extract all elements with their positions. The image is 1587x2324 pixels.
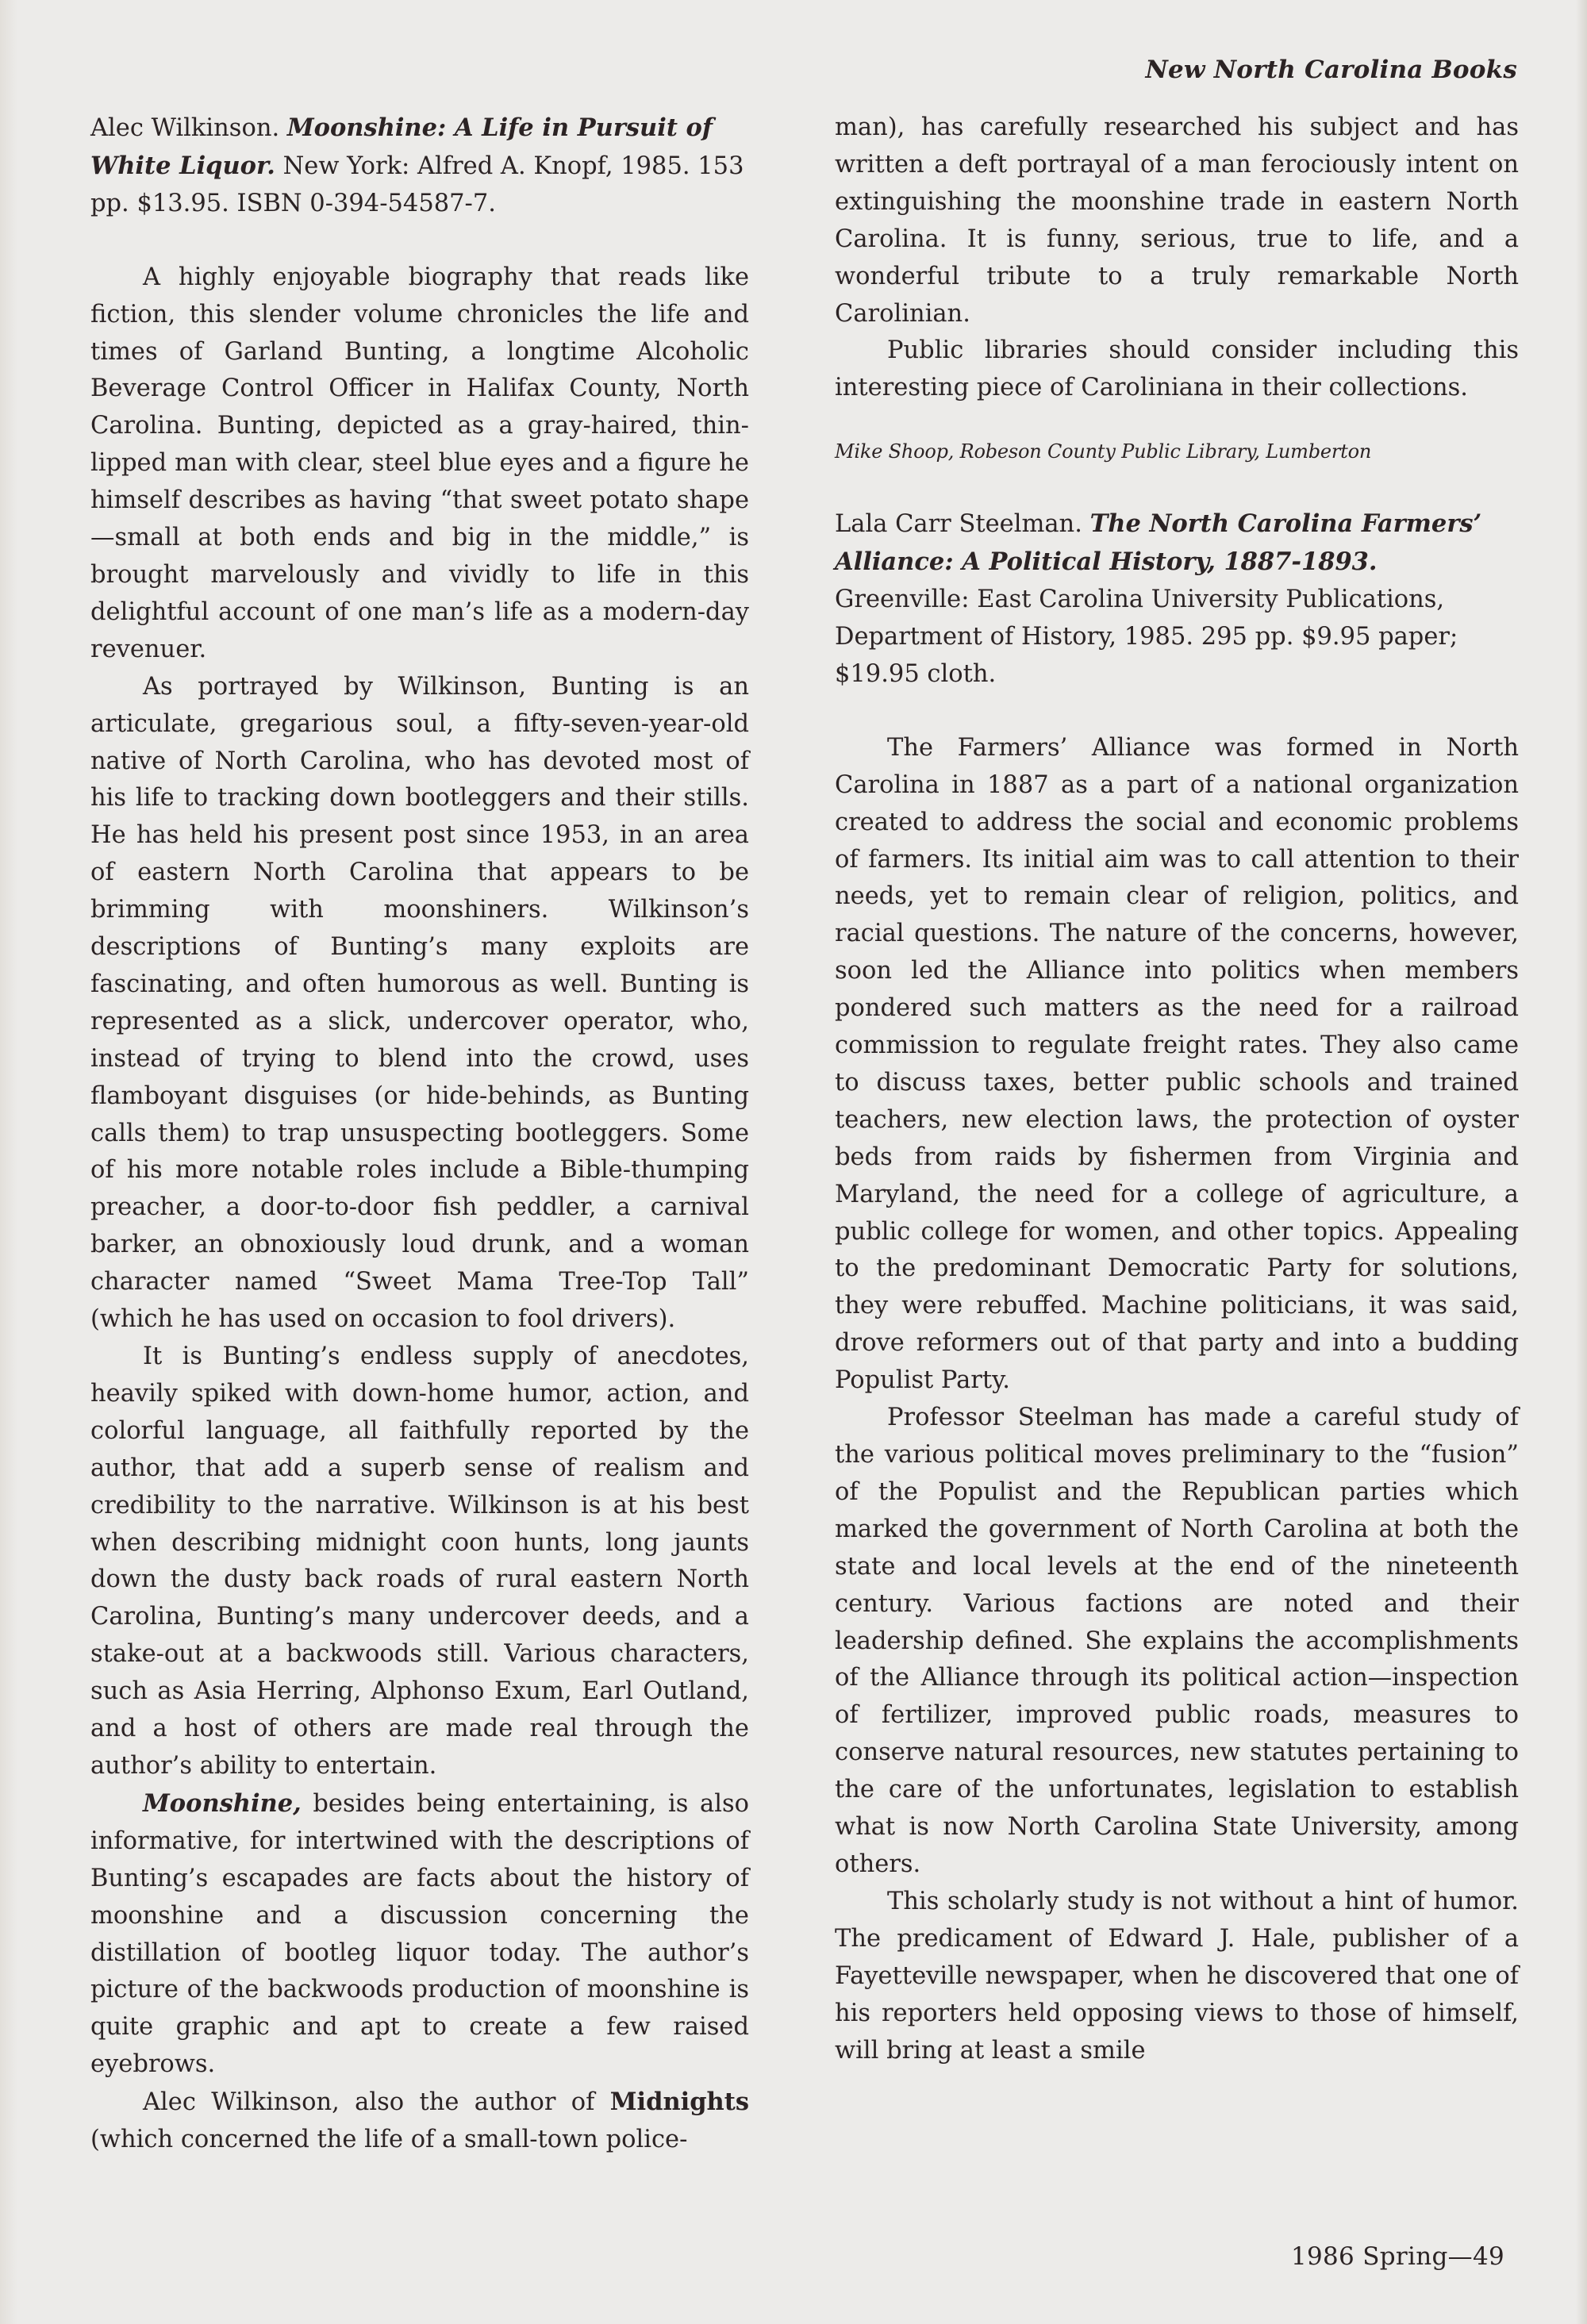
book-title: Midnights — [609, 2088, 749, 2117]
book-title: The North Carolina Farmers’ Alliance: A Political History, 1887-1893. — [835, 509, 1482, 577]
text-run: besides being entertaining, is also informative, for intertwined with the descriptions of Bunting’s escapades are facts about the history of moonshine and a discussion concerning the distillation of bootleg liquor today. The author’s picture of the backwoods production of moonshine is quite graphic and apt to create a few raised eyebrows. — [90, 1789, 749, 2079]
text-run: Alec Wilkinson, also the author of — [143, 2088, 610, 2117]
text-run: Public libraries should consider including this interesting piece of Caroliniana in their collections. — [835, 336, 1519, 402]
book-title: Moonshine: A Life in Pursuit of White Liquor. — [90, 113, 713, 180]
review-paragraph — [90, 669, 749, 1339]
text-run: A highly enjoyable biography that reads like fiction, this slender volume chronicles the life and times of Garland Bunting, a longtime Alcoholic Beverage Control Officer in Halifax County, North Carolina. Bunting, depicted as a gray-haired, thin-lipped man with clear, steel blue eyes and a figure he himself describes as having “that sweet potato shape—small at both ends and big in the middle,” is brought marvelously and vividly to life in this delightful account of one man’s life as a modern-day revenuer. — [90, 263, 749, 663]
left-column — [90, 109, 749, 2159]
page-gutter-shadow — [0, 0, 17, 2324]
text-run: Alec Wilkinson. — [90, 114, 287, 142]
reviewer-signature — [835, 436, 1519, 467]
running-head: New North Carolina Books — [1145, 56, 1517, 84]
right-column — [835, 109, 1519, 2069]
book-citation — [835, 505, 1519, 693]
review-paragraph — [90, 1785, 749, 2084]
review-paragraph — [835, 730, 1519, 1400]
review-paragraph — [835, 332, 1519, 407]
page-folio: 1986 Spring—49 — [1290, 2242, 1504, 2271]
review-paragraph — [835, 1400, 1519, 1884]
book-citation — [90, 109, 749, 223]
text-run: Professor Steelman has made a careful study of the various political moves preliminary to the “fusion” of the Populist and the Republican parties which marked the government of North Carolina at both the state and local levels at the end of the nineteenth century. Various factions are noted and their leadership defined. She explains the accomplishments of the Alliance through its political action—inspection of fertilizer, improved public roads, measures to conserve natural resources, new statutes pertaining to the care of the unfortunates, legislation to establish what is now North Carolina State University, among others. — [835, 1404, 1519, 1878]
text-run: Lala Carr Steelman. — [835, 510, 1090, 539]
page-edge-shadow — [1576, 0, 1587, 2324]
text-run: It is Bunting’s endless supply of anecdotes, heavily spiked with down-home humor, action, and colorful language, all faithfully reported by the author, that add a superb sense of realism and credibility to the narrative. Wilkinson is at his best when describing midnight coon hunts, long jaunts down the dusty back roads of rural eastern North Carolina, Bunting’s many undercover deeds, and a stake-out at a backwoods still. Various characters, such as Asia Herring, Alphonso Exum, Earl Outland, and a host of others are made real through the author’s ability to entertain. — [90, 1343, 749, 1780]
text-run: This scholarly study is not without a hint of humor. The predicament of Edward J. Hale, publisher of a Fayetteville newspaper, when he discovered that one of his reporters held opposing views to those of himself, will bring at least a smile — [835, 1887, 1519, 2065]
text-run: Mike Shoop, Robeson County Public Library, Lumberton — [835, 440, 1372, 463]
text-run: Greenville: East Carolina University Publications, Department of History, 1985. 295 pp. $9.95 paper; $19.95 cloth. — [835, 586, 1458, 688]
text-run: man), has carefully researched his subject and has written a deft portrayal of a man ferociously intent on extinguishing the moonshine trade in eastern North Carolina. It is funny, serious, true to life, and a wonderful tribute to a truly remarkable North Carolinian. — [835, 113, 1519, 328]
text-run: The Farmers’ Alliance was formed in North Carolina in 1887 as a part of a national organization created to address the social and economic problems of farmers. Its initial aim was to call attention to their needs, yet to remain clear of religion, politics, and racial questions. The nature of the concerns, however, soon led the Alliance into politics when members pondered such matters as the need for a railroad commission to regulate freight rates. They also came to discuss taxes, better public schools and trained teachers, new election laws, the protection of oyster beds from raids by fishermen from Virginia and Maryland, the need for a college of agriculture, a public college for women, and other topics. Appealing to the predominant Democratic Party for solutions, they were rebuffed. Machine politicians, it was said, drove reformers out of that party and into a budding Populist Party. — [835, 733, 1519, 1395]
review-paragraph — [90, 2084, 749, 2159]
review-paragraph — [835, 1884, 1519, 2070]
review-paragraph-continued — [835, 109, 1519, 332]
book-title: Moonshine, — [143, 1788, 302, 1818]
review-paragraph — [90, 1339, 749, 1785]
text-run: (which concerned the life of a small-town police- — [90, 2126, 688, 2154]
review-paragraph — [90, 259, 749, 669]
text-run: As portrayed by Wilkinson, Bunting is an articulate, gregarious soul, a fifty-seven-year-old native of North Carolina, who has devoted most of his life to tracking down bootleggers and their stills. He has held his present post since 1953, in an area of eastern North Carolina that appears to be brimming with moonshiners. Wilkinson’s descriptions of Bunting’s many exploits are fascinating, and often humorous as well. Bunting is represented as a slick, undercover operator, who, instead of trying to blend into the crowd, uses flamboyant disguises (or hide-behinds, as Bunting calls them) to trap unsuspecting bootleggers. Some of his more notable roles include a Bible-thumping preacher, a door-to-door fish peddler, a carnival barker, an obnoxiously loud drunk, and a woman character named “Sweet Mama Tree-Top Tall” (which he has used on occasion to fool drivers). — [90, 672, 749, 1334]
text-run: New York: Alfred A. Knopf, 1985. 153 pp. $13.95. ISBN 0-394-54587-7. — [90, 152, 744, 217]
